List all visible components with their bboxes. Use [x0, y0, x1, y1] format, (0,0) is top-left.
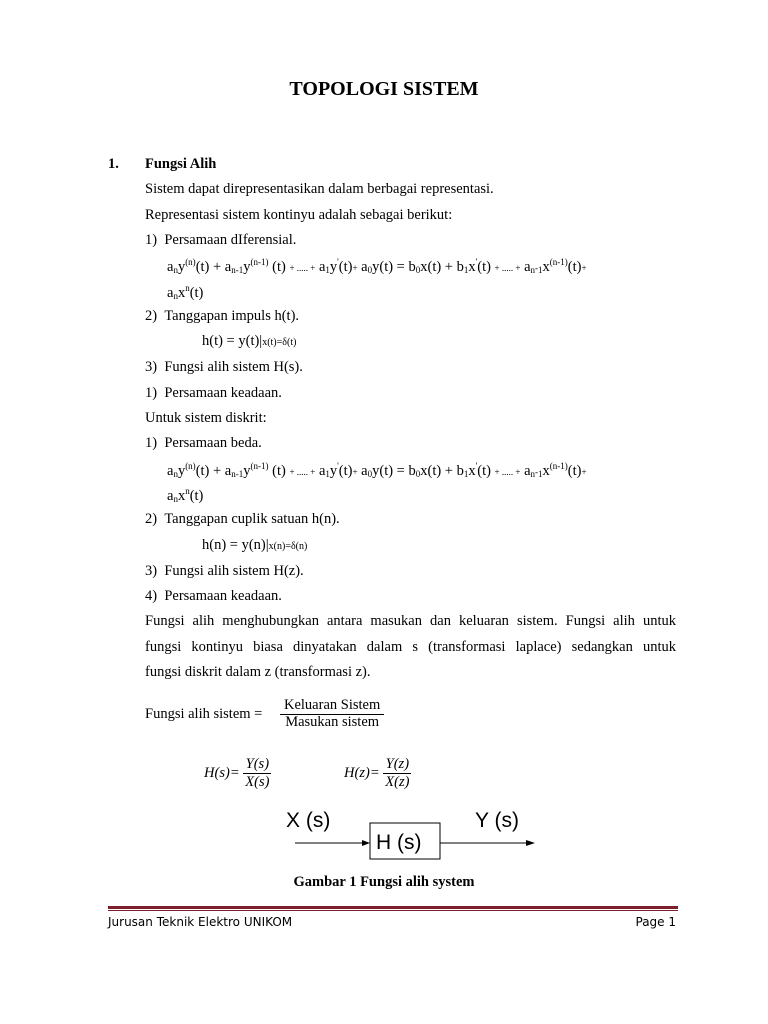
transfer-function-numerator: Keluaran Sistem: [284, 697, 381, 713]
footer-rule-thick: [108, 906, 678, 909]
footer-page-number: Page 1: [635, 915, 676, 929]
paragraph-line-3: fungsi diskrit dalam z (transformasi z).: [145, 664, 371, 680]
list-item-fungsi-alih-hs: 3) Fungsi alih sistem H(s).: [145, 359, 303, 375]
input-arrow-head: [362, 840, 370, 846]
transfer-function-fraction: [280, 697, 384, 730]
output-arrow-head: [526, 840, 535, 846]
differential-equation-cont: $a_nx^n(t)$: [167, 283, 204, 301]
list-item-persamaan-beda: 1) Persamaan beda.: [145, 435, 262, 451]
list-item-persamaan-diferensial: 1) Persamaan dIferensial.: [145, 232, 297, 248]
list-item-tanggapan-cuplik: 2) Tanggapan cuplik satuan h(n).: [145, 511, 340, 527]
block-input-label: X (s): [286, 809, 331, 832]
differential-equation: $a_ny^{(n)}(t) + a_{n-1}y^{(n-1)}$ (t) + ..... + $a_1y'(t)+ a_0y(t) = b_0x(t) + b_1x'(t)$ + ..... + $a_n-_1x^{(n-1)}(t)+$: [167, 257, 587, 275]
list-item-tanggapan-impuls: 2) Tanggapan impuls h(t).: [145, 308, 300, 324]
footer-left-text: Jurusan Teknik Elektro UNIKOM: [108, 915, 293, 929]
sample-response-equation: h(n) = y(n)|x(n)=δ(n): [202, 537, 308, 553]
paragraph-line-1: Fungsi alih menghubungkan antara masukan dan keluaran sistem. Fungsi alih untuk: [145, 613, 676, 629]
figure-caption: Gambar 1 Fungsi alih system: [293, 874, 475, 890]
block-box-label: H (s): [376, 831, 422, 854]
section-number: 1.: [108, 156, 119, 172]
paragraph-line-2: fungsi kontinyu biasa dinyatakan dalam s (transformasi laplace) sedangkan untuk: [145, 639, 676, 655]
hz-equation: H(z)= $\frac{Y(z)}{X(z)}$: [344, 756, 410, 790]
list-item-persamaan-keadaan-1: 1) Persamaan keadaan.: [145, 385, 282, 401]
list-item-persamaan-keadaan-2: 4) Persamaan keadaan.: [145, 588, 282, 604]
footer-rule-thin: [108, 910, 678, 911]
impulse-equation: h(t) = y(t)|x(t)=δ(t): [202, 333, 297, 349]
difference-equation-cont: $a_nx^n(t)$: [167, 486, 204, 504]
transfer-function-label: Fungsi alih sistem =: [145, 706, 263, 722]
page-title: TOPOLOGI SISTEM: [289, 78, 479, 100]
section-heading: Fungsi Alih: [145, 156, 217, 172]
intro-line-1: Sistem dapat direpresentasikan dalam berbagai representasi.: [145, 181, 494, 197]
intro-line-2: Representasi sistem kontinyu adalah sebagai berikut:: [145, 207, 453, 223]
difference-equation: $a_ny^{(n)}(t) + a_{n-1}y^{(n-1)}$ (t) + ..... + $a_1y'(t)+ a_0y(t) = b_0x(t) + b_1x'(t)$ + ..... + $a_n-_1x^{(n-1)}(t)+$: [167, 461, 587, 479]
list-item-fungsi-alih-hz: 3) Fungsi alih sistem H(z).: [145, 563, 304, 579]
transfer-function-denominator: Masukan sistem: [280, 714, 384, 730]
block-output-label: Y (s): [475, 809, 519, 832]
discrete-heading: Untuk sistem diskrit:: [145, 410, 267, 426]
hs-equation: H(s)= $\frac{Y(s)}{X(s)}$: [204, 756, 270, 790]
